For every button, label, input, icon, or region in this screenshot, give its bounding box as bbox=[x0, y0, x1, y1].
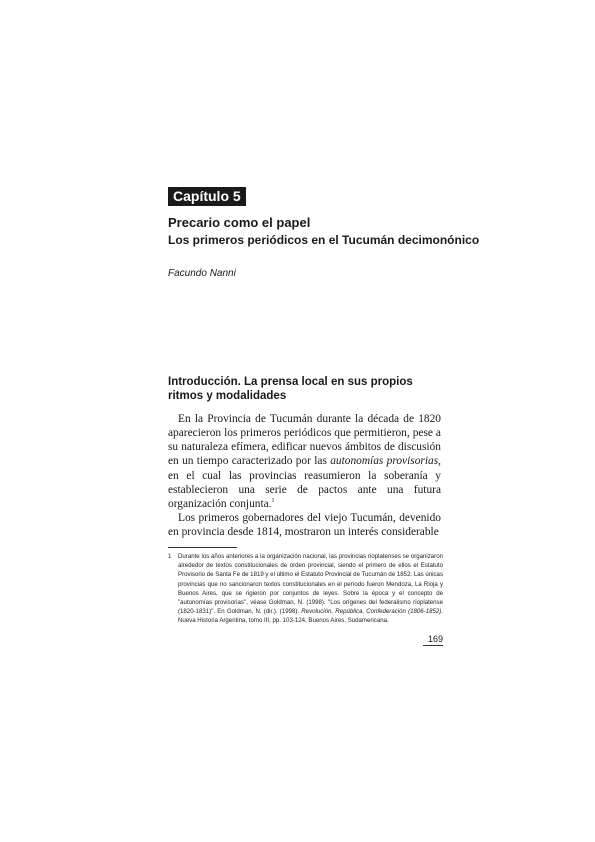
body-text bbox=[168, 412, 441, 539]
paragraph-2: Los primeros gobernadores del viejo Tucumán, devenido en provincia desde 1814, mostraron un interés considerable bbox=[168, 512, 441, 539]
paragraph-1 bbox=[168, 412, 441, 511]
page-number: 169 bbox=[423, 634, 443, 646]
chapter-title: Precario como el papel bbox=[168, 215, 311, 230]
paragraph-1-text-start: En la Provincia de Tucumán durante la década de 1820 aparecieron los primeros periódicos que permitieron, pese a su naturaleza efímera, edificar nuevos ámbitos de discusión en un tiempo caracterizado por las bbox=[168, 413, 441, 468]
footnote-separator bbox=[168, 547, 237, 548]
footnote-text-end: . Nueva Historia Argentina, tomo III, pp. 103-124, Buenos Aires, Sudamericana. bbox=[178, 608, 443, 625]
footnote-number: 1 bbox=[168, 553, 172, 560]
footnote-text bbox=[178, 552, 443, 626]
paragraph-1-text-end: , en el cual las provincias reasumieron la soberanía y establecieron una serie de pactos ante una futura organización conjunta. bbox=[168, 455, 441, 510]
footnote-reference[interactable]: 1 bbox=[271, 497, 275, 504]
paragraph-1-italic-term: autonomías provisorias bbox=[330, 455, 439, 468]
section-heading: Introducción. La prensa local en sus propios ritmos y modalidades bbox=[168, 376, 413, 402]
footnote-book-title: Revolución, República, Confederación (1806-1852) bbox=[301, 608, 442, 616]
footnote-text-start: Durante los años anteriores a la organización nacional, las provincias rioplatenses se organizaron alrededor de textos constitucionales de orden provincial, siendo el primero de ellos el Estatuto Provisorio de Santa Fe de 1819 y el último el Estatuto Provincial de Tucumán de 1852. Las únicas provincias que no sancionaron textos constitucionales en el período fueron Mendoza, La Rioja y Buenos Aires, que se rigieron por conjuntos de leyes. Sobre la época y el concepto de "autonomías provisorias", véase Goldman, N. (1998). "Los orígenes del federalismo rioplatense (1820-1831)". En Goldman, N. (dir.). (1998). bbox=[178, 553, 443, 616]
author-name: Facundo Nanni bbox=[168, 268, 236, 279]
footnote bbox=[168, 552, 443, 626]
chapter-label: Capítulo 5 bbox=[168, 187, 246, 206]
chapter-subtitle: Los primeros periódicos en el Tucumán decimonónico bbox=[168, 233, 480, 247]
